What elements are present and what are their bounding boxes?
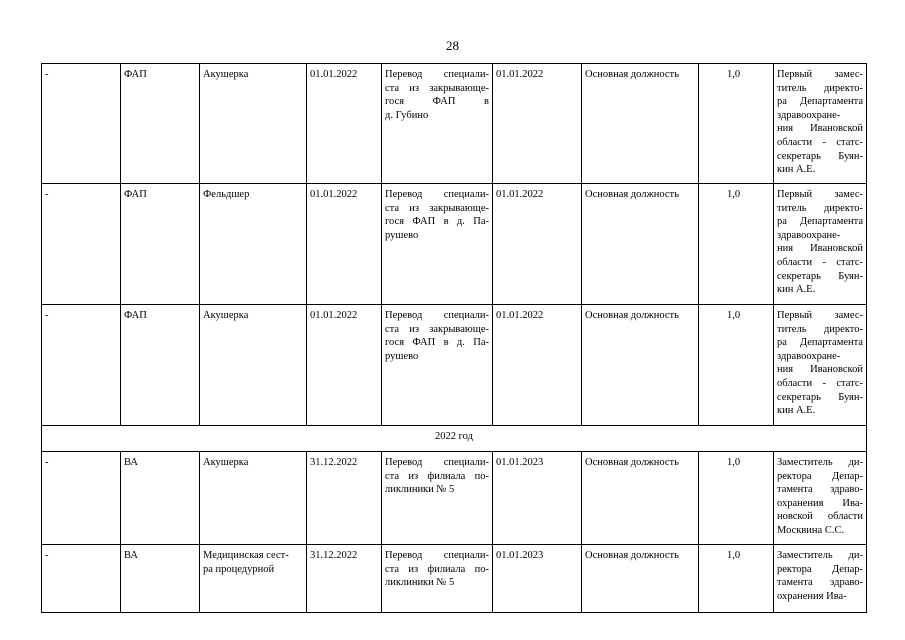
table-row: [42, 184, 867, 305]
table-row: [42, 305, 867, 426]
cell-line: Первый замес-: [777, 310, 863, 321]
cell-line: титель директо-: [777, 202, 863, 214]
cell-line: кин А.Е.: [777, 405, 816, 417]
cell-marker: -: [42, 305, 121, 426]
cell-line: титель директо-: [777, 323, 863, 335]
cell-unit: ФАП: [121, 64, 200, 184]
cell-line: Перевод специали-: [385, 69, 489, 80]
cell-line: ста из закрывающе-: [385, 323, 489, 335]
cell-date-to: 01.01.2023: [493, 545, 582, 613]
cell-position: Акушерка: [200, 64, 307, 184]
cell-reason: [382, 305, 493, 426]
cell-line: ректора Депар-: [777, 563, 863, 575]
cell-date-from: 01.01.2022: [307, 305, 382, 426]
cell-line: ра Департамента: [777, 96, 863, 108]
cell-marker: -: [42, 64, 121, 184]
cell-line: ра Департамента: [777, 337, 863, 349]
cell-line: ста из закрывающе-: [385, 202, 489, 214]
cell-position: Акушерка: [200, 452, 307, 545]
cell-date-from: 31.12.2022: [307, 545, 382, 613]
cell-line: тамента здраво-: [777, 577, 863, 589]
cell-position: Фельдшер: [200, 184, 307, 305]
cell-line: области - статс-: [777, 136, 863, 148]
cell-unit: ВА: [121, 452, 200, 545]
cell-line: ния Ивановской: [777, 364, 863, 376]
cell-date-to: 01.01.2023: [493, 452, 582, 545]
cell-approver: [774, 545, 867, 613]
cell-line: секретарь Буян-: [777, 391, 863, 403]
cell-line: охранения Ива-: [777, 590, 847, 602]
cell-rate: 1,0: [699, 545, 774, 613]
cell-line: ликлиники № 5: [385, 484, 455, 496]
cell-approver: [774, 305, 867, 426]
section-row: [42, 426, 867, 452]
cell-line: ста из филиала по-: [385, 563, 489, 575]
cell-approver: [774, 184, 867, 305]
table-row: [42, 545, 867, 613]
cell-line: ния Ивановской: [777, 123, 863, 135]
cell-date-to: 01.01.2022: [493, 184, 582, 305]
cell-approver: [774, 64, 867, 184]
cell-line: ра процедурной: [203, 563, 275, 575]
cell-line: Первый замес-: [777, 69, 863, 80]
cell-line: здравоохране-: [777, 229, 841, 241]
cell-line: гося ФАП в д. Па-: [385, 216, 489, 228]
cell-line: ния Ивановской: [777, 243, 863, 255]
cell-date-to: 01.01.2022: [493, 64, 582, 184]
cell-line: здравоохране-: [777, 350, 841, 362]
cell-reason: [382, 545, 493, 613]
cell-line: д. Губино: [385, 109, 429, 121]
cell-line: Перевод специали-: [385, 550, 489, 561]
cell-line: здравоохране-: [777, 109, 841, 121]
cell-line: области - статс-: [777, 256, 863, 268]
cell-position-type: Основная должность: [582, 184, 699, 305]
cell-reason: [382, 64, 493, 184]
cell-line: Перевод специали-: [385, 310, 489, 321]
cell-unit: ВА: [121, 545, 200, 613]
cell-reason: [382, 452, 493, 545]
cell-date-to: 01.01.2022: [493, 305, 582, 426]
cell-line: Медицинская сест-: [203, 550, 289, 561]
cell-line: секретарь Буян-: [777, 150, 863, 162]
cell-line: гося ФАП в д. Па-: [385, 337, 489, 349]
cell-unit: ФАП: [121, 305, 200, 426]
cell-line: ста из закрывающе-: [385, 82, 489, 94]
table-row: [42, 452, 867, 545]
cell-date-from: 01.01.2022: [307, 64, 382, 184]
section-title: 2022 год: [42, 426, 867, 452]
cell-line: рушево: [385, 229, 419, 241]
cell-marker: -: [42, 184, 121, 305]
cell-line: ликлиники № 5: [385, 577, 455, 589]
cell-rate: 1,0: [699, 184, 774, 305]
cell-position-type: Основная должность: [582, 64, 699, 184]
cell-approver: [774, 452, 867, 545]
cell-reason: [382, 184, 493, 305]
cell-line: секретарь Буян-: [777, 270, 863, 282]
cell-line: Заместитель ди-: [777, 457, 863, 468]
cell-line: новской области: [777, 511, 863, 523]
cell-marker: -: [42, 545, 121, 613]
cell-position: Акушерка: [200, 305, 307, 426]
cell-line: тамента здраво-: [777, 484, 863, 496]
cell-position-type: Основная должность: [582, 452, 699, 545]
cell-line: Москвина С.С.: [777, 524, 845, 536]
cell-line: Заместитель ди-: [777, 550, 863, 561]
cell-position-type: Основная должность: [582, 305, 699, 426]
staffing-table: [41, 63, 867, 613]
cell-position-type: Основная должность: [582, 545, 699, 613]
cell-line: кин А.Е.: [777, 164, 816, 176]
cell-date-from: 01.01.2022: [307, 184, 382, 305]
cell-line: Перевод специали-: [385, 189, 489, 200]
cell-line: рушево: [385, 350, 419, 362]
cell-rate: 1,0: [699, 452, 774, 545]
cell-unit: ФАП: [121, 184, 200, 305]
cell-line: ра Департамента: [777, 216, 863, 228]
cell-line: ректора Депар-: [777, 470, 863, 482]
cell-marker: -: [42, 452, 121, 545]
cell-line: области - статс-: [777, 377, 863, 389]
cell-rate: 1,0: [699, 305, 774, 426]
cell-line: титель директо-: [777, 82, 863, 94]
table-row: [42, 64, 867, 184]
cell-line: гося ФАП в: [385, 96, 489, 108]
cell-rate: 1,0: [699, 64, 774, 184]
cell-line: охранения Ива-: [777, 497, 863, 509]
cell-line: ста из филиала по-: [385, 470, 489, 482]
page-number: 28: [446, 38, 459, 53]
cell-line: кин А.Е.: [777, 284, 816, 296]
cell-position: [200, 545, 307, 613]
cell-line: Первый замес-: [777, 189, 863, 200]
cell-date-from: 31.12.2022: [307, 452, 382, 545]
cell-line: Перевод специали-: [385, 457, 489, 468]
